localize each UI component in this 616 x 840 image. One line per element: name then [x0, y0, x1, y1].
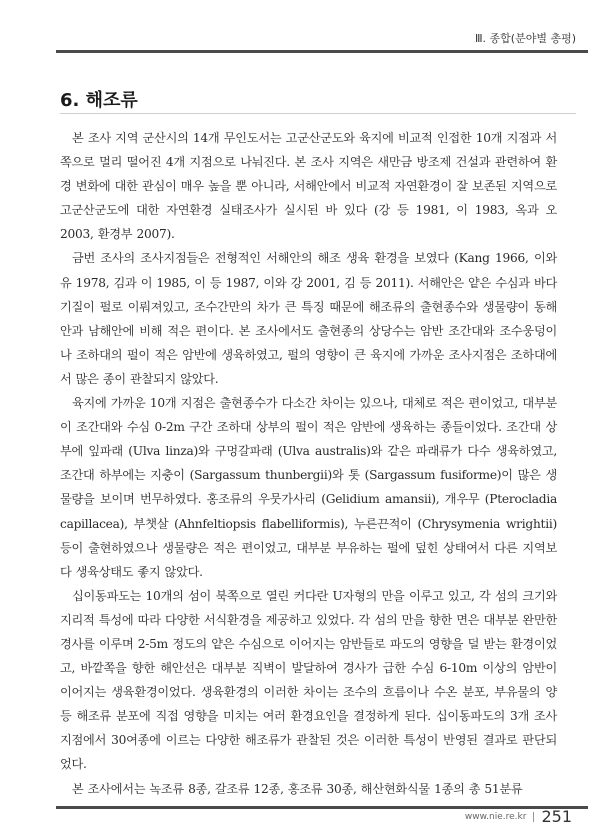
paragraph-2: 금번 조사의 조사지점들은 전형적인 서해안의 해조 생육 환경을 보였다 (Kang 1966, 이와 유 1978, 김과 이 1985, 이 등 1987, 이와 강 2001, 김 등 2011). 서해안은 얕은 수심과 바다기질이 펄로 이뤄져있고, 조수간만의 차가 큰 특징 때문에 해조류의 출현종수와 생물량이 동해안과 남해안에 비해 적은 편이다. 본 조사에서도 출현종의 상당수는 암반 조간대와 조수웅덩이나 조하대의 펄이 적은 암반에 생육하였고, 펄의 영향이 큰 육지에 가까운 조사지점은 조하대에서 많은 종이 관찰되지 않았다.	[60, 251, 557, 386]
paragraph-4: 십이동파도는 10개의 섬이 북쪽으로 열린 커다란 U자형의 만을 이루고 있고, 각 섬의 크기와 지리적 특성에 따라 다양한 서식환경을 제공하고 있었다. 각 섬의 만을 향한 면은 대부분 완만한 경사를 이루며 2-5m 정도의 얕은 수심으로 이어지는 암반들로 파도의 영향을 덜 받는 환경이었고, 바깥쪽을 향한 해안선은 대부분 직벽이 발달하여 경사가 급한 수심 6-10m 이상의 암반이 이어지는 생육환경이었다. 생육환경의 이러한 차이는 조수의 흐름이나 수온 분포, 부유물의 양 등 해조류 분포에 직접 영향을 미치는 여러 환경요인을 결정하게 된다. 십이동파도의 3개 조사지점에서 30여종에 이르는 다양한 해조류가 관찰된 것은 이러한 특성이 반영된 결과로 판단되었다.	[60, 588, 557, 772]
paragraph-1: 본 조사 지역 군산시의 14개 무인도서는 고군산군도와 육지에 비교적 인접한 10개 지점과 서쪽으로 멀리 떨어진 4개 지점으로 나눠진다. 본 조사 지역은 새만금 방조제 건설과 관련하여 환경 변화에 대한 관심이 매우 높을 뿐 아니라, 서해안에서 비교적 자연환경이 잘 보존된 지역으로 고군산군도에 대한 자연환경 실태조사가 실시된 바 있다 (강 등 1981, 이 1983, 옥과 오 2003, 환경부 2007).	[60, 131, 557, 242]
footer-website: www.nie.re.kr	[464, 811, 527, 822]
running-header	[0, 0, 616, 45]
footer-separator	[533, 812, 534, 822]
title-divider	[60, 113, 576, 114]
paragraph-5: 본 조사에서는 녹조류 8종, 갈조류 12종, 홍조류 30종, 해산현화식물 1종의 총 51분류	[72, 781, 523, 796]
page-footer	[465, 807, 572, 826]
paragraph-3: 육지에 가까운 10개 지점은 출현종수가 다소간 차이는 있으나, 대체로 적은 편이었고, 대부분이 조간대와 수심 0-2m 구간 조하대 상부의 펄이 적은 암반에 생육하는 종들이었다. 조간대 상부에 잎파래 (Ulva linza)와 구멍갈파래 (Ulva australis)와 같은 파래류가 다수 생육하였고, 조간대 하부에는 지충이 (Sargassum thunbergii)와 톳 (Sargassum fusiforme)이 많은 생물량을 보이며 번무하였다. 홍조류의 우뭇가사리 (Gelidium amansii), 개우무 (Pterocladia capillacea), 부챗살 (Ahnfeltiopsis flabelliformis), 누른끈적이 (Chrysymenia wrightii) 등이 출현하였으나 생물량은 적은 편이었고, 대부분 부유하는 펄에 덮힌 상태여서 다른 지역보다 생육상태도 좋지 않았다.	[60, 396, 557, 579]
section-title: 6. 해조류	[60, 90, 138, 111]
page-number: 251	[541, 807, 572, 826]
header-rule	[56, 50, 588, 53]
section-header: Ⅲ. 종합(분야별 총평)	[474, 32, 576, 45]
body-text	[60, 126, 557, 801]
